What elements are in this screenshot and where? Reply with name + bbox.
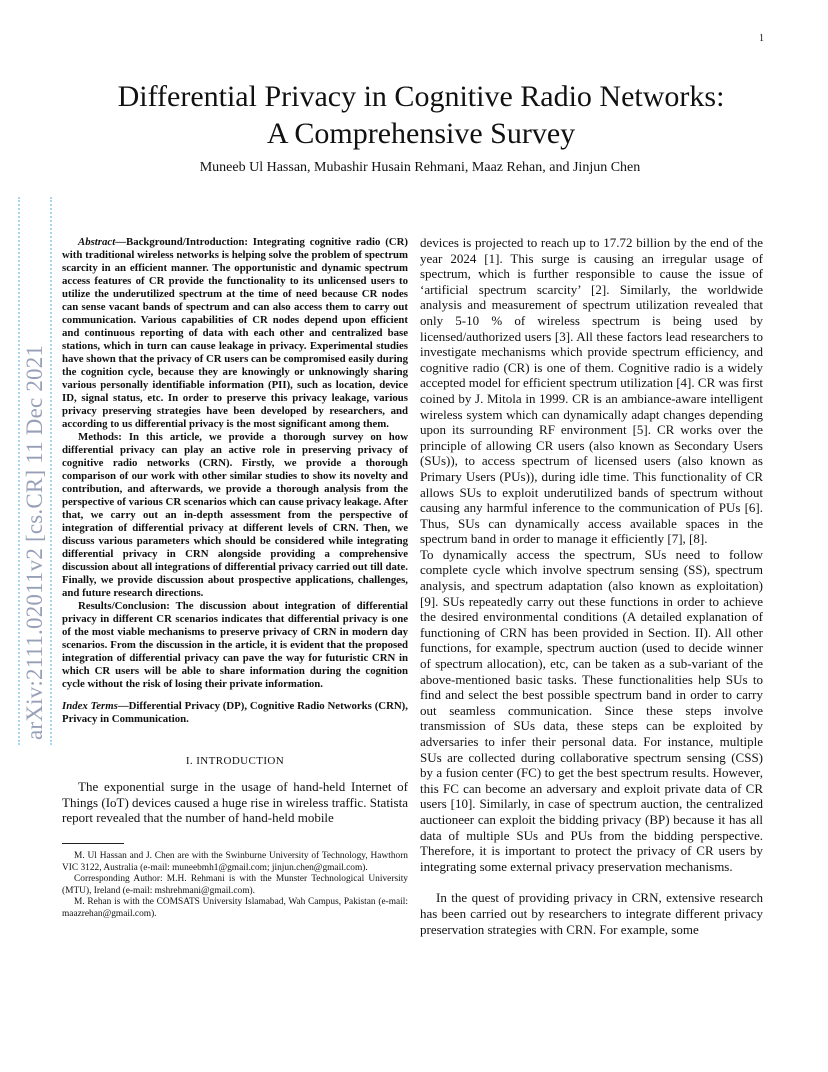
index-terms bbox=[62, 700, 408, 726]
footnote-1: M. Ul Hassan and J. Chen are with the Swinburne University of Technology, Hawthorn VIC 3122, Australia (e-mail: muneebmh1@gmail.com; jinjun.chen@gmail.com). bbox=[62, 851, 408, 873]
right-column bbox=[420, 235, 763, 937]
footnote-divider bbox=[62, 843, 124, 844]
introduction-right-paragraph-1: devices is projected to reach up to 17.72 billion by the end of the year 2024 [1]. This surge is causing an irregular usage of spectrum, which is further responsible to cause the issue of ‘artificial spectrum scarcity’ [2]. Similarly, the worldwide analysis and measurement of spectrum utilization revealed that only 5-10 % of wireless spectrum is being used by licensed/authorized users [3]. All these factors lead researchers to investigate mechanisms which provide spectrum efficiency, and cognitive radio (CR) is one of them. Cognitive radio is a widely accepted model for efficient spectrum utilization [4]. CR was first coined by J. Mitola in 1999. CR is an ambiance-aware intelligent wireless system which can dynamically adapt changes depending upon its surrounding RF environment [5]. CR works over the principle of allowing CR users (also known as Secondary Users (SUs)), to access spectrum of licensed users (also known as Primary Users (PUs)), during idle time. This functionality of CR allows SUs to exploit underutilized bands of spectrum without causing any harmful inference to the communication of PUs [6]. Thus, SUs can dynamically access available spaces in the spectrum band in order to manage it efficiently [7], [8]. bbox=[420, 235, 763, 547]
index-terms-label: Index Terms bbox=[62, 700, 118, 712]
paper-title bbox=[76, 78, 766, 152]
introduction-heading: I. INTRODUCTION bbox=[185, 755, 285, 767]
footnotes bbox=[62, 851, 408, 921]
abstract-label: Abstract bbox=[78, 236, 116, 248]
index-terms-text: —Differential Privacy (DP), Cognitive Radio Networks (CRN), Privacy in Communication. bbox=[62, 700, 408, 725]
abstract-intro-paragraph bbox=[62, 236, 408, 431]
introduction-paragraph-1: The exponential surge in the usage of hand-held Internet of Things (IoT) devices caused a huge rise in wireless traffic. Statista report revealed that the number of hand-held mobile bbox=[62, 779, 408, 826]
introduction-right-paragraph-2: To dynamically access the spectrum, SUs need to follow complete cycle which involve spectrum sensing (SS), spectrum analysis, and spectrum adaptation (also known as exploitation) [9]. SUs repeatedly carry out these functions in order to achieve the desired environmental conditions (A detailed explanation of functioning of CRN has been provided in Section. II). All other functions, for example, spectrum auction (used to decide winner of spectrum allocation), etc, can be taken as a sub-variant of the above-mentioned basic tasks. These functionalities help SUs to find and select the best possible spectrum band in order to carry out seamless communication. Since these steps involve transmission of SUs data, these steps can be exploited by adversaries to infer their personal data. For instance, multiple SUs are collected during collaborative spectrum sensing (CSS) by a fusion center (FC) to get the best spectrum results. However, this FC can become an adversary and exploit private data of CR users [10]. Similarly, in case of spectrum auction, the centralized auctioneer can exploit the bidding privacy (BP) because it has all data of multiple SUs and PUs from the bidding perspective. Therefore, it is important to protect the privacy of CR users by integrating some external privacy preservation mechanisms. bbox=[420, 546, 763, 874]
introduction-right-paragraph-3: In the quest of providing privacy in CRN, extensive research has been carried out by researchers to integrate different privacy preservation strategies with CRN. For example, some bbox=[420, 890, 763, 937]
introduction-left-text bbox=[62, 779, 408, 826]
left-column bbox=[62, 236, 408, 921]
abstract-intro-text: —Background/Introduction: Integrating cognitive radio (CR) with traditional wireless networks is helping solve the problem of spectrum scarcity in an efficient manner. The opportunistic and dynamic spectrum access features of CR provide the functionality to its unlicensed users to utilize the underutilized spectrum at the time of need because CR nodes can sense vacant bands of spectrum and can also access them to carry out communication. Various capabilities of CR nodes depend upon efficient and continuous reporting of data with each other and centralized base stations, which in turn can cause leakage in privacy. Experimental studies have shown that the privacy of CR users can be compromised easily during the cognition cycle, because they are knowingly or unknowingly sharing various personally identifiable information (PII), such as location, device ID, signal status, etc. In order to preserve this privacy leakage, various privacy preserving strategies have been developed by researchers, and according to us differential privacy is the most significant among them. bbox=[62, 236, 408, 430]
abstract bbox=[62, 236, 408, 691]
arxiv-identifier: arXiv:2111.02011v2 [cs.CR] 11 Dec 2021 bbox=[22, 344, 47, 740]
abstract-results-paragraph: Results/Conclusion: The discussion about integration of differential privacy in different CR scenarios indicates that differential privacy is one of the most viable mechanisms to preserve privacy of CRN in modern day scenarios. From the discussion in the article, it is evident that the proposed integration of differential privacy can pave the way for futuristic CRN in which CR users will be able to share information during the cognition cycle without the risk of losing their private information. bbox=[62, 600, 408, 690]
footnote-3: M. Rehan is with the COMSATS University Islamabad, Wah Campus, Pakistan (e-mail: maazrehan@gmail.com). bbox=[62, 897, 408, 920]
paper-title-line-2: A Comprehensive Survey bbox=[266, 117, 576, 150]
paper-title-line-1: Differential Privacy in Cognitive Radio Networks: bbox=[117, 80, 725, 113]
abstract-methods-paragraph: Methods: In this article, we provide a thorough survey on how differential privacy can play an active role in preserving privacy of cognitive radio networks (CRN). Firstly, we provide a thorough comparison of our work with other similar studies to show its novelty and contribution, and afterwards, we provide a thorough analysis from the perspective of various CR scenarios which can cause privacy leakage. After that, we carry out an in-depth assessment from the perspective of integration of differential privacy at different levels of CRN. Then, we discuss various parameters which should be considered while integrating differential privacy in CRN alongside providing a comprehensive discussion about all integrations of differential privacy carried out till date. Finally, we provide discussion about prospective applications, challenges, and future research directions. bbox=[62, 431, 408, 599]
page-number: 1 bbox=[759, 33, 764, 44]
footnote-2: Corresponding Author: M.H. Rehmani is with the Munster Technological University (MTU), Ireland (e-mail: mshrehmani@gmail.com). bbox=[62, 874, 408, 896]
author-list: Muneeb Ul Hassan, Mubashir Husain Rehmani, Maaz Rehan, and Jinjun Chen bbox=[199, 160, 641, 175]
